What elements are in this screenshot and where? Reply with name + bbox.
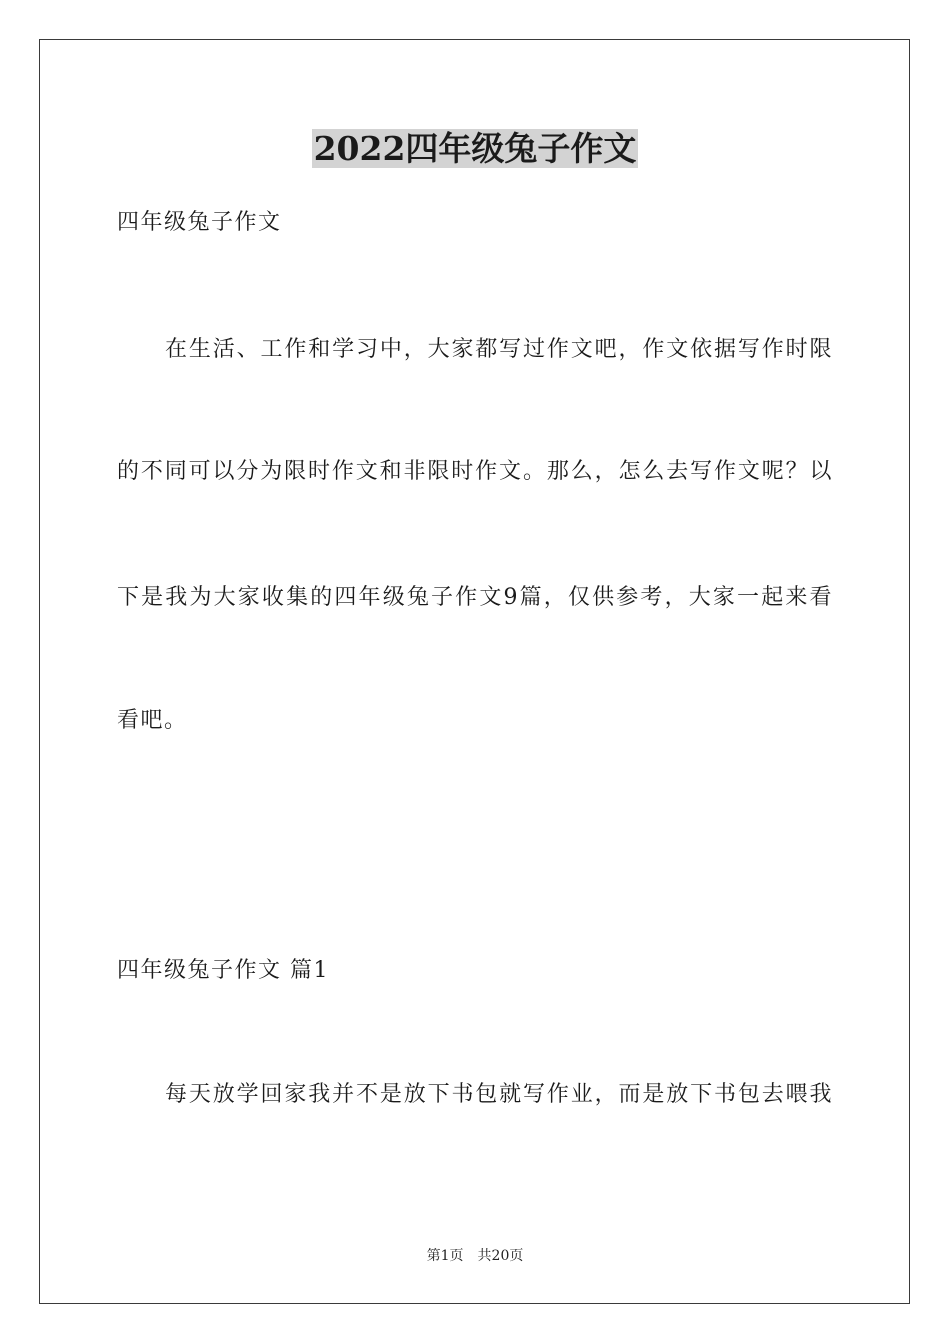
- paragraph-line: 看吧。: [117, 708, 188, 733]
- paragraph-line: 在生活、工作和学习中，大家都写过作文吧，作文依据写作时限: [165, 337, 833, 362]
- paragraph-line: 每天放学回家我并不是放下书包就写作业，而是放下书包去喂我: [165, 1082, 833, 1107]
- page-total: 共20页: [477, 1248, 524, 1264]
- document-title-text: 2022四年级兔子作文: [313, 129, 637, 168]
- section-heading: 四年级兔子作文 篇1: [117, 958, 329, 983]
- paragraph-line: 下是我为大家收集的四年级兔子作文9篇，仅供参考，大家一起来看: [117, 585, 833, 610]
- document-title: [0, 126, 950, 172]
- document-subtitle: 四年级兔子作文: [117, 210, 282, 235]
- paragraph-line: 的不同可以分为限时作文和非限时作文。那么，怎么去写作文呢？以: [117, 459, 833, 484]
- page-number: 第1页: [426, 1248, 464, 1264]
- page-footer: [0, 1246, 950, 1266]
